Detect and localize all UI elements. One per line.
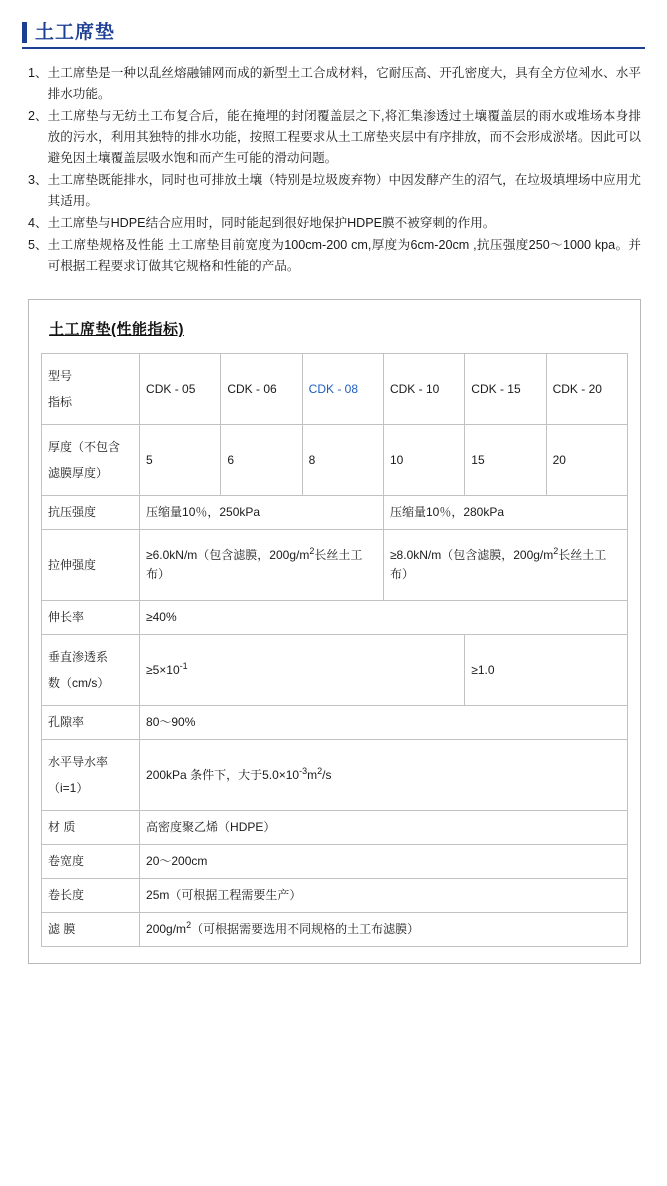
- list-item-text: 土工席垫与无纺土工布复合后，能在掩埋的封闭覆盖层之下,将汇集渗透过土壤覆盖层的雨水或堆场本身排放的污水，利用其独特的排水功能，按照工程要求从土工席垫夹层中有序排放，而不会形成淤堵。因此可以避免因土壤覆盖层吸水饱和而产生可能的滑动问题。: [47, 109, 641, 165]
- table-header-cell: CDK - 05: [140, 354, 221, 425]
- table-row: [42, 635, 628, 706]
- table-cell: ≥8.0kN/m（包含滤膜，$200g/m^2$长丝土工布）: [383, 530, 627, 601]
- spec-title: 土工席垫(性能指标): [49, 321, 184, 338]
- table-cell: 200kPa 条件下，大于$5.0\times 10^{-3}m^2/s$: [140, 740, 628, 811]
- list-item-text: 土工席垫既能排水，同时也可排放土壤（特别是垃圾废弃物）中因发酵产生的沼气，在垃圾填埋场中应用尤其适用。: [47, 173, 641, 208]
- row-label-vertical-permeability: [42, 635, 140, 706]
- table-cell: $200g/m^2$（可根据需要选用不同规格的土工布滤膜）: [140, 913, 628, 947]
- table-row: [42, 354, 628, 425]
- table-cell: 5: [140, 425, 221, 496]
- row-label-porosity: 孔隙率: [42, 706, 140, 740]
- list-item: [28, 170, 641, 212]
- table-cell: 20～200cm: [140, 845, 628, 879]
- table-header-cell: CDK - 06: [221, 354, 302, 425]
- list-item-number: 1、: [28, 66, 48, 80]
- row-label-filter-membrane: 滤 膜: [42, 913, 140, 947]
- list-item-number: 4、: [28, 216, 48, 230]
- row-label-line2: （i=1）: [48, 781, 89, 795]
- list-item-text: 土工席垫是一种以乱丝熔融铺网而成的新型土工合成材料，它耐压高、开孔密度大，具有全方位체水、水平排水功能。: [47, 66, 641, 101]
- row-label-line2: 数（cm/s）: [48, 676, 110, 690]
- title-accent-bar: [22, 22, 27, 43]
- row-label-line1: 厚度（不包含: [48, 440, 121, 454]
- row-label-thickness: [42, 425, 140, 496]
- row-label-roll-length: 卷长度: [42, 879, 140, 913]
- list-item: [28, 235, 641, 277]
- table-cell: ≥1.0: [465, 635, 628, 706]
- table-header-cell: CDK - 08: [302, 354, 383, 425]
- table-cell: 25m（可根据工程需要生产）: [140, 879, 628, 913]
- table-cell: 8: [302, 425, 383, 496]
- list-item: [28, 213, 641, 234]
- row-label-line1: 水平导水率: [48, 755, 109, 769]
- table-row: [42, 845, 628, 879]
- table-cell: 80～90%: [140, 706, 628, 740]
- table-row: [42, 913, 628, 947]
- list-item-number: 2、: [28, 109, 48, 123]
- header-label-line2: 指标: [48, 395, 73, 409]
- row-label-line1: 垂直渗透系: [48, 650, 109, 664]
- table-row: [42, 811, 628, 845]
- list-item-number: 5、: [28, 238, 48, 252]
- list-item-text: 土工席垫规格及性能 土工席垫目前宽度为100cm-200 cm,厚度为6cm-20cm ,抗压强度250～1000 kpa。并可根据工程要求订做其它规格和性能的产品。: [47, 238, 641, 273]
- table-header-cell: CDK - 10: [383, 354, 464, 425]
- row-label-compressive-strength: 抗压强度: [42, 496, 140, 530]
- table-cell: 20: [546, 425, 627, 496]
- intro-list: [28, 63, 641, 277]
- table-header-cell: CDK - 15: [465, 354, 546, 425]
- row-label-line2: 滤膜厚度）: [48, 466, 109, 480]
- table-cell: 10: [383, 425, 464, 496]
- page-title: [22, 22, 649, 43]
- list-item: [28, 63, 641, 105]
- table-cell: 高密度聚乙烯（HDPE）: [140, 811, 628, 845]
- table-cell: ≥6.0kN/m（包含滤膜，$200g/m^2$长丝土工布）: [140, 530, 384, 601]
- table-cell: ≥40%: [140, 601, 628, 635]
- table-row: [42, 496, 628, 530]
- list-item-number: 3、: [28, 173, 48, 187]
- table-cell: $\ge 5\times 10^{-1}$: [140, 635, 465, 706]
- title-divider: [22, 47, 645, 49]
- table-row: [42, 706, 628, 740]
- spec-panel: [28, 299, 641, 964]
- table-cell: 压缩量10％，250kPa: [140, 496, 384, 530]
- list-item: [28, 106, 641, 169]
- title-text: 土工席垫: [35, 22, 116, 43]
- table-row: [42, 425, 628, 496]
- table-header-cell: CDK - 20: [546, 354, 627, 425]
- row-label-horizontal-conductivity: [42, 740, 140, 811]
- table-row: [42, 740, 628, 811]
- table-cell: 压缩量10％，280kPa: [383, 496, 627, 530]
- table-row: [42, 601, 628, 635]
- row-label-elongation: 伸长率: [42, 601, 140, 635]
- table-cell: 6: [221, 425, 302, 496]
- row-label-material: 材 质: [42, 811, 140, 845]
- table-row: [42, 530, 628, 601]
- list-item-text: 土工席垫与HDPE结合应用时，同时能起到很好地保护HDPE膜不被穿刺的作用。: [47, 216, 496, 230]
- table-header-cell-model: [42, 354, 140, 425]
- spec-table: [41, 353, 628, 947]
- row-label-roll-width: 卷宽度: [42, 845, 140, 879]
- row-label-tensile-strength: 拉伸强度: [42, 530, 140, 601]
- header-label-line1: 型号: [48, 369, 73, 383]
- table-row: [42, 879, 628, 913]
- table-cell: 15: [465, 425, 546, 496]
